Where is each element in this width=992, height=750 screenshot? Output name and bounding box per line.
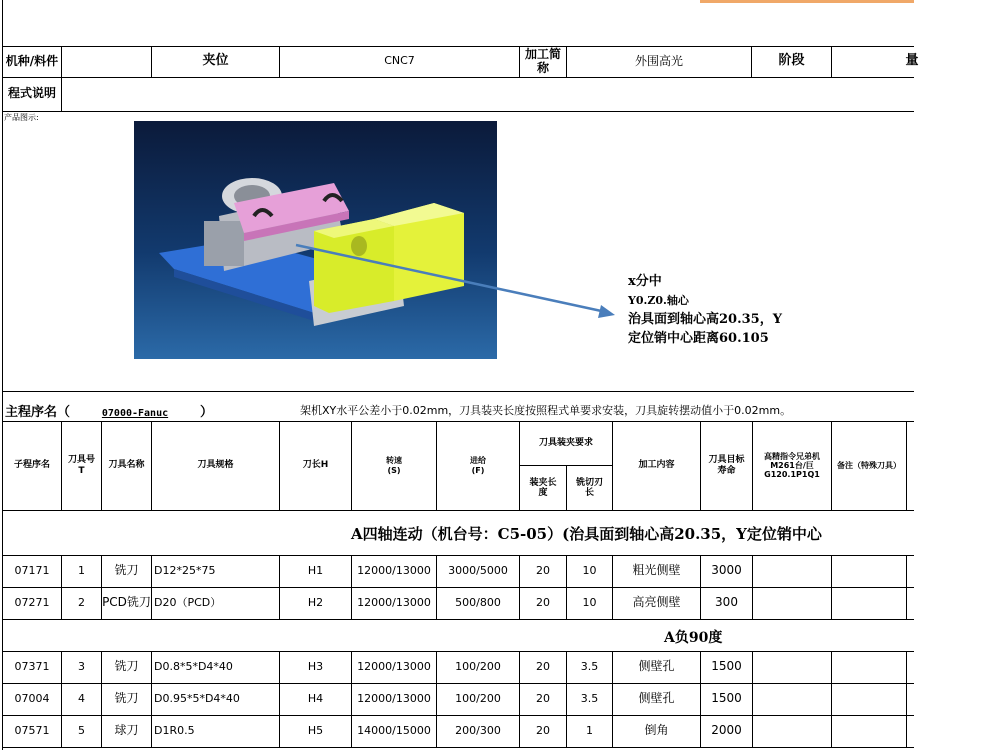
cell-name: PCD铣刀	[102, 595, 151, 610]
cell-f: 3000/5000	[448, 563, 508, 577]
annotation-line3: 治具面到轴心高20.35，Y	[628, 312, 782, 327]
cell-prog: 07271	[14, 595, 50, 609]
cell-edge: 10	[582, 595, 597, 609]
cell-content: 倒角	[644, 723, 669, 738]
col-clamp-len: 装夹长度	[529, 477, 557, 498]
stage-label: 阶段	[778, 53, 805, 69]
cell-t: 1	[78, 563, 85, 577]
cell-clamp: 20	[536, 691, 550, 705]
section-a-title: A四轴连动（机台号：C5-05）(治具面到轴心高20.35，Y定位销中心	[351, 525, 822, 543]
cell-content: 侧壁孔	[638, 691, 675, 706]
cell-life: 1500	[711, 691, 742, 706]
cell-spec: D12*25*75	[154, 563, 216, 577]
annotation-line2: Y0.Z0.轴心	[628, 294, 689, 307]
col-feed: 进给 (F)	[470, 456, 486, 475]
cell-h: H2	[307, 595, 324, 609]
cell-h: H4	[307, 691, 324, 705]
stage-value: 量	[905, 53, 919, 69]
section-b-title: A负90度	[664, 630, 723, 646]
cell-edge: 10	[582, 563, 597, 577]
cell-s: 14000/15000	[357, 723, 431, 737]
cell-name: 球刀	[114, 723, 139, 738]
clamp-label: 夹位	[202, 53, 229, 69]
process-value: 外围高光	[634, 53, 683, 68]
cell-clamp: 20	[536, 659, 550, 673]
cell-f: 500/800	[455, 595, 501, 609]
col-remark: 备注（特殊刀具）	[837, 460, 901, 470]
cell-name: 铣刀	[114, 691, 139, 706]
cell-clamp: 20	[536, 723, 550, 737]
cell-h: H1	[307, 563, 324, 577]
col-life: 刀具目标寿命	[708, 455, 745, 476]
cell-f: 100/200	[455, 659, 501, 673]
machine-label: 机种/料件	[5, 53, 59, 68]
col-tool-spec: 刀具规格	[197, 460, 234, 471]
cell-name: 铣刀	[114, 659, 139, 674]
cell-edge: 1	[586, 723, 593, 737]
col-speed: 转速 (S)	[386, 456, 402, 475]
clamp-value: CNC7	[384, 54, 415, 68]
col-precision: 高精指令兄弟机M261台/巨G120.1P1Q1	[764, 451, 820, 480]
product-figure-label: 产品图示:	[4, 113, 39, 122]
cell-t: 4	[78, 691, 85, 705]
main-program-label: 主程序名（	[5, 405, 71, 420]
cell-s: 12000/13000	[357, 659, 431, 673]
cell-life: 1500	[711, 659, 742, 674]
cell-h: H3	[307, 659, 324, 673]
cell-f: 100/200	[455, 691, 501, 705]
cell-prog: 07571	[14, 723, 50, 737]
cell-edge: 3.5	[580, 659, 599, 673]
cell-h: H5	[307, 723, 324, 737]
cell-name: 铣刀	[114, 563, 139, 578]
cell-prog: 07171	[14, 563, 50, 577]
cell-t: 3	[78, 659, 85, 673]
col-sub-program: 子程序名	[13, 460, 50, 471]
annotation-line1: x分中	[628, 274, 662, 289]
cell-s: 12000/13000	[357, 595, 431, 609]
cell-life: 300	[715, 595, 738, 610]
col-cut-edge: 铣切刃长	[575, 477, 603, 498]
cell-clamp: 20	[536, 563, 550, 577]
cell-content: 高亮侧壁	[632, 595, 681, 610]
cell-spec: D0.95*5*D4*40	[154, 691, 240, 705]
cell-content: 侧壁孔	[638, 659, 675, 674]
cell-life: 3000	[711, 563, 742, 578]
cell-spec: D0.8*5*D4*40	[154, 659, 233, 673]
program-desc-label: 程式说明	[7, 86, 56, 101]
annotation-line4: 定位销中心距离60.105	[628, 331, 769, 346]
col-tool-name: 刀具名称	[108, 460, 145, 471]
cell-s: 12000/13000	[357, 563, 431, 577]
annotation-block	[628, 272, 782, 348]
main-program-note: 架机XY水平公差小于0.02mm，刀具装夹长度按照程式单要求安装，刀具旋转摆动值小于0.02mm。	[300, 404, 792, 417]
main-program-line	[5, 401, 213, 420]
cell-edge: 3.5	[580, 691, 599, 705]
cell-content: 粗光侧壁	[632, 563, 681, 578]
col-clamp-req: 刀具装夹要求	[538, 437, 593, 448]
cell-t: 2	[78, 595, 85, 609]
col-tool-len: 刀长H	[302, 460, 329, 471]
cell-spec: D1R0.5	[154, 723, 195, 737]
cell-clamp: 20	[536, 595, 550, 609]
cell-spec: D20（PCD）	[154, 595, 222, 609]
cell-t: 5	[78, 723, 85, 737]
cell-s: 12000/13000	[357, 691, 431, 705]
cell-prog: 07004	[14, 691, 50, 705]
process-label: 加工简称	[524, 46, 561, 75]
main-program-name: 07000-Fanuc	[101, 408, 169, 419]
cell-prog: 07371	[14, 659, 50, 673]
cell-f: 200/300	[455, 723, 501, 737]
main-program-close: ）	[200, 405, 214, 420]
col-content: 加工内容	[638, 460, 675, 471]
cell-life: 2000	[711, 723, 742, 738]
col-tool-no: 刀具号T	[68, 455, 96, 476]
